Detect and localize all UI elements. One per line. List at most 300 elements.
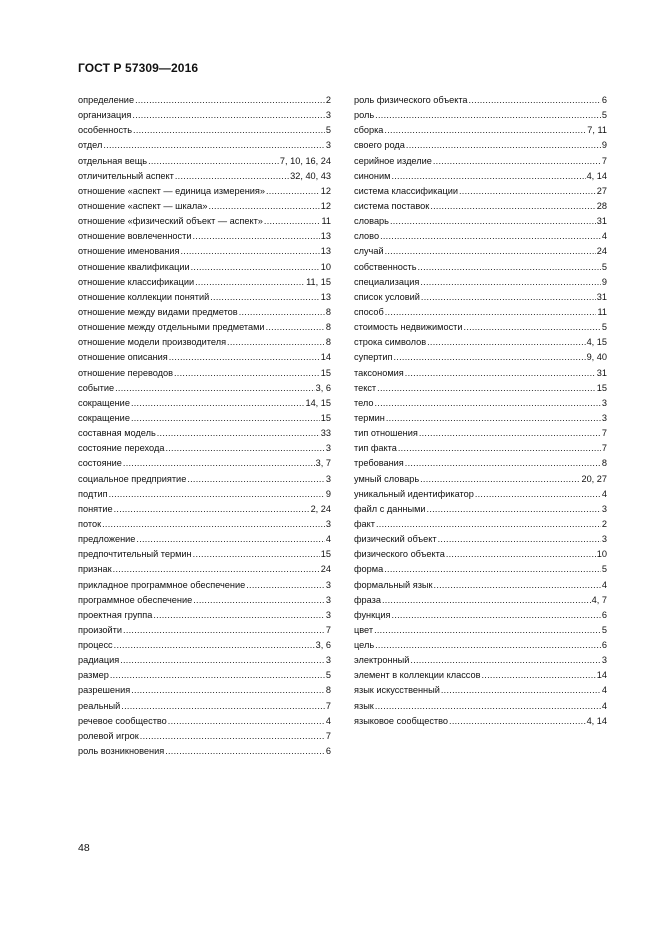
index-entry: [78, 229, 331, 244]
index-entry: [78, 244, 331, 259]
index-pages: 27: [596, 185, 607, 196]
index-term: отношение именования: [78, 246, 180, 257]
dot-leader: [153, 608, 325, 623]
dot-leader: [165, 744, 325, 759]
dot-leader: [195, 275, 305, 290]
index-pages: 3: [325, 609, 331, 620]
index-pages: 7: [601, 443, 607, 454]
dot-leader: [438, 532, 601, 547]
index-entry: [78, 683, 331, 698]
index-entry: [78, 623, 331, 638]
index-entry: [78, 578, 331, 593]
index-term: составная модель: [78, 428, 156, 439]
index-term: термин: [354, 412, 385, 423]
index-term: строка символов: [354, 337, 427, 348]
index-term: функция: [354, 609, 391, 620]
dot-leader: [406, 138, 601, 153]
index-entry: [354, 426, 607, 441]
index-pages: 13: [320, 246, 331, 257]
dot-leader: [175, 169, 289, 184]
index-pages: 3: [325, 655, 331, 666]
index-pages: 3: [325, 110, 331, 121]
index-pages: 7, 10, 16, 24: [279, 155, 331, 166]
index-pages: 4: [601, 579, 607, 590]
index-entry: [354, 532, 607, 547]
index-pages: 5: [601, 322, 607, 333]
index-term: проектная группа: [78, 609, 153, 620]
index-entry: [354, 502, 607, 517]
index-term: электронный: [354, 655, 410, 666]
index-term: размер: [78, 670, 109, 681]
dot-leader: [192, 229, 319, 244]
index-term: язык: [354, 700, 374, 711]
index-pages: 32, 40, 43: [290, 170, 331, 181]
index-pages: 31: [596, 367, 607, 378]
dot-leader: [264, 214, 321, 229]
dot-leader: [113, 562, 320, 577]
index-term: отношение коллекции понятий: [78, 291, 210, 302]
dot-leader: [131, 411, 320, 426]
index-term: серийное изделие: [354, 155, 432, 166]
index-term: социальное предприятие: [78, 473, 187, 484]
dot-leader: [227, 335, 325, 350]
dot-leader: [392, 608, 601, 623]
index-entry: [354, 396, 607, 411]
index-pages: 5: [601, 110, 607, 121]
dot-leader: [148, 154, 279, 169]
dot-leader: [420, 275, 601, 290]
dot-leader: [174, 366, 320, 381]
index-pages: 14: [596, 670, 607, 681]
index-term: синоним: [354, 170, 391, 181]
index-entry: [78, 729, 331, 744]
index-entry: [354, 154, 607, 169]
index-term: физического объекта: [354, 549, 445, 560]
index-pages: 8: [325, 322, 331, 333]
index-entry: [78, 472, 331, 487]
index-term: организация: [78, 110, 132, 121]
dot-leader: [374, 623, 601, 638]
index-entry: [78, 214, 331, 229]
dot-leader: [418, 260, 601, 275]
index-pages: 7: [325, 624, 331, 635]
index-pages: 10: [320, 261, 331, 272]
index-term: роль физического объекта: [354, 95, 468, 105]
index-term: стоимость недвижимости: [354, 322, 463, 333]
dot-leader: [385, 305, 597, 320]
index-entry: [78, 350, 331, 365]
index-pages: 11: [597, 306, 607, 317]
dot-leader: [434, 578, 601, 593]
index-term: физический объект: [354, 534, 437, 545]
dot-leader: [469, 93, 601, 108]
dot-leader: [374, 396, 600, 411]
index-pages: 3: [325, 473, 331, 484]
dot-leader: [140, 729, 325, 744]
index-pages: 15: [320, 549, 331, 560]
index-entry: [78, 562, 331, 577]
index-term: событие: [78, 382, 115, 393]
index-pages: 3: [601, 534, 607, 545]
dot-leader: [157, 426, 320, 441]
index-entry: [354, 608, 607, 623]
index-entry: [354, 381, 607, 396]
index-term: умный словарь: [354, 473, 420, 484]
index-pages: 7, 11: [587, 125, 607, 136]
index-term: сборка: [354, 125, 384, 136]
index-pages: 9: [601, 276, 607, 287]
dot-leader: [390, 214, 596, 229]
index-term: определение: [78, 95, 135, 105]
index-pages: 7: [601, 155, 607, 166]
index-pages: 3: [325, 594, 331, 605]
index-term: отдел: [78, 140, 103, 151]
index-pages: 4, 15: [586, 337, 607, 348]
index-entry: [78, 547, 331, 562]
index-pages: 15: [596, 382, 607, 393]
index-term: речевое сообщество: [78, 715, 167, 726]
index-pages: 3, 7: [315, 458, 331, 469]
dot-leader: [123, 623, 325, 638]
index-term: элемент в коллекции классов: [354, 670, 481, 681]
index-entry: [78, 93, 331, 108]
index-term: тело: [354, 397, 374, 408]
dot-leader: [421, 290, 596, 305]
document-header: ГОСТ Р 57309—2016: [78, 61, 199, 75]
index-term: отношение описания: [78, 352, 168, 363]
dot-leader: [449, 714, 586, 729]
index-entry: [78, 396, 331, 411]
index-pages: 3: [325, 140, 331, 151]
index-entry: [354, 93, 607, 108]
index-pages: 3: [601, 655, 607, 666]
index-pages: 8: [325, 685, 331, 696]
index-pages: 4, 14: [586, 170, 607, 181]
index-term: форма: [354, 564, 384, 575]
index-term: признак: [78, 564, 112, 575]
index-entry: [354, 487, 607, 502]
index-pages: 12: [320, 185, 331, 196]
index-term: отношение модели производителя: [78, 337, 227, 348]
dot-leader: [375, 699, 601, 714]
index-term: отношение «аспект — единица измерения»: [78, 185, 265, 196]
dot-leader: [180, 244, 319, 259]
index-pages: 11: [321, 216, 331, 227]
index-term: отличительный аспект: [78, 170, 174, 181]
index-pages: 9: [601, 140, 607, 151]
dot-leader: [427, 335, 585, 350]
index-term: фраза: [354, 594, 381, 605]
index-entry: [78, 532, 331, 547]
dot-leader: [120, 653, 325, 668]
dot-leader: [133, 123, 325, 138]
index-entry: [354, 138, 607, 153]
index-entry: [78, 335, 331, 350]
index-entry: [78, 154, 331, 169]
index-entry: [354, 517, 607, 532]
dot-leader: [377, 381, 596, 396]
index-term: требования: [354, 458, 404, 469]
index-term: отношение классификации: [78, 276, 195, 287]
index-pages: 3: [325, 443, 331, 454]
index-term: уникальный идентификатор: [354, 488, 474, 499]
dot-leader: [168, 714, 325, 729]
index-pages: 3: [601, 503, 607, 514]
index-term: словарь: [354, 216, 389, 227]
index-pages: 4: [601, 700, 607, 711]
index-entry: [354, 305, 607, 320]
index-entry: [354, 350, 607, 365]
index-pages: 4: [601, 231, 607, 242]
index-term: система поставок: [354, 200, 430, 211]
index-pages: 4, 14: [586, 715, 607, 726]
index-pages: 3: [325, 579, 331, 590]
index-entry: [354, 214, 607, 229]
index-pages: 5: [325, 125, 331, 136]
dot-leader: [132, 108, 324, 123]
index-pages: 9, 40: [586, 352, 607, 363]
index-pages: 7: [325, 730, 331, 741]
dot-leader: [380, 229, 601, 244]
index-pages: 31: [596, 216, 607, 227]
index-term: состояние перехода: [78, 443, 165, 454]
dot-leader: [114, 638, 315, 653]
dot-leader: [384, 562, 601, 577]
index-term: поток: [78, 518, 102, 529]
dot-leader: [446, 547, 596, 562]
index-entry: [354, 169, 607, 184]
index-term: произойти: [78, 624, 123, 635]
index-pages: 33: [320, 428, 331, 439]
index-pages: 14, 15: [305, 397, 331, 408]
dot-leader: [405, 366, 596, 381]
dot-leader: [394, 350, 586, 365]
dot-leader: [165, 441, 324, 456]
index-term: особенность: [78, 125, 133, 136]
index-pages: 8: [601, 458, 607, 469]
dot-leader: [266, 184, 320, 199]
index-term: отношение квалификации: [78, 261, 190, 272]
index-entry: [354, 229, 607, 244]
index-pages: 20, 27: [581, 473, 607, 484]
dot-leader: [169, 350, 320, 365]
dot-leader: [419, 426, 601, 441]
dot-leader: [382, 593, 591, 608]
index-entry: [354, 411, 607, 426]
index-entry: [354, 123, 607, 138]
dot-leader: [103, 138, 325, 153]
index-term: список условий: [354, 291, 420, 302]
index-term: формальный язык: [354, 579, 433, 590]
index-entry: [354, 472, 607, 487]
dot-leader: [430, 199, 595, 214]
index-entry: [354, 320, 607, 335]
index-term: ролевой игрок: [78, 730, 139, 741]
index-term: способ: [354, 306, 384, 317]
index-entry: [354, 456, 607, 471]
index-entry: [78, 668, 331, 683]
index-term: цвет: [354, 624, 374, 635]
index-entry: [78, 305, 331, 320]
index-pages: 12: [320, 200, 331, 211]
index-term: отношение между видами предметов: [78, 306, 238, 317]
dot-leader: [385, 244, 596, 259]
dot-leader: [384, 123, 586, 138]
index-term: предпочтительный термин: [78, 549, 192, 560]
dot-leader: [386, 411, 601, 426]
dot-leader: [405, 456, 601, 471]
index-term: роль возникновения: [78, 746, 165, 757]
dot-leader: [464, 320, 601, 335]
dot-leader: [136, 532, 324, 547]
index-pages: 6: [601, 95, 607, 105]
dot-leader: [210, 290, 320, 305]
index-pages: 4: [601, 488, 607, 499]
index-entry: [354, 623, 607, 638]
dot-leader: [187, 472, 325, 487]
dot-leader: [114, 502, 310, 517]
index-term: тип отношения: [354, 428, 418, 439]
index-entry: [354, 275, 607, 290]
index-pages: 15: [320, 412, 331, 423]
index-term: текст: [354, 382, 377, 393]
index-entry: [354, 578, 607, 593]
index-pages: 8: [325, 306, 331, 317]
dot-leader: [109, 487, 325, 502]
index-term: система классификации: [354, 185, 458, 196]
index-pages: 13: [320, 291, 331, 302]
dot-leader: [191, 260, 320, 275]
dot-leader: [433, 154, 601, 169]
dot-leader: [246, 578, 325, 593]
index-term: понятие: [78, 503, 113, 514]
index-pages: 28: [596, 200, 607, 211]
dot-leader: [441, 683, 601, 698]
index-pages: 24: [596, 246, 607, 257]
index-term: роль: [354, 110, 375, 121]
index-term: файл с данными: [354, 503, 426, 514]
dot-leader: [459, 184, 596, 199]
index-term: реальный: [78, 700, 121, 711]
dot-leader: [266, 320, 325, 335]
index-entry: [78, 381, 331, 396]
index-term: радиация: [78, 655, 120, 666]
dot-leader: [193, 593, 325, 608]
index-entry: [78, 123, 331, 138]
index-term: сокращение: [78, 412, 130, 423]
index-term: собственность: [354, 261, 417, 272]
index-term: состояние: [78, 458, 122, 469]
index-entry: [78, 411, 331, 426]
index-entry: [78, 593, 331, 608]
index-entry: [78, 366, 331, 381]
dot-leader: [123, 456, 315, 471]
index-term: случай: [354, 246, 384, 257]
index-term: отдельная вещь: [78, 155, 148, 166]
index-pages: 11, 15: [306, 276, 331, 287]
index-term: подтип: [78, 488, 108, 499]
index-term: предложение: [78, 534, 136, 545]
index-pages: 4: [601, 685, 607, 696]
index-term: специализация: [354, 276, 420, 287]
index-pages: 4: [325, 534, 331, 545]
dot-leader: [420, 472, 580, 487]
index-entry: [78, 502, 331, 517]
index-pages: 6: [601, 640, 607, 651]
index-entry: [354, 199, 607, 214]
dot-leader: [131, 396, 305, 411]
index-term: отношение «аспект — шкала»: [78, 200, 208, 211]
index-entry: [354, 184, 607, 199]
index-entry: [354, 290, 607, 305]
page-number: 48: [78, 842, 90, 854]
index-entry: [78, 699, 331, 714]
index-entry: [354, 668, 607, 683]
dot-leader: [121, 699, 325, 714]
index-pages: 2: [601, 518, 607, 529]
index-entry: [354, 593, 607, 608]
index-entry: [78, 320, 331, 335]
dot-leader: [193, 547, 320, 562]
index-pages: 2, 24: [310, 503, 331, 514]
index-pages: 7: [601, 428, 607, 439]
index-pages: 3: [601, 397, 607, 408]
index-entry: [78, 199, 331, 214]
index-term: таксономия: [354, 367, 404, 378]
index-pages: 5: [601, 261, 607, 272]
index-pages: 4: [325, 715, 331, 726]
index-pages: 7: [325, 700, 331, 711]
dot-leader: [208, 199, 319, 214]
index-term: языковое сообщество: [354, 715, 449, 726]
index-entry: [78, 260, 331, 275]
index-term: супертип: [354, 352, 393, 363]
index-entry: [354, 683, 607, 698]
index-entry: [354, 653, 607, 668]
index-entry: [354, 366, 607, 381]
index-pages: 13: [320, 231, 331, 242]
dot-leader: [482, 668, 596, 683]
index-pages: 6: [601, 609, 607, 620]
index-entry: [78, 290, 331, 305]
index-entry: [354, 714, 607, 729]
index-column-right: [354, 93, 607, 729]
dot-leader: [115, 381, 315, 396]
index-term: факт: [354, 518, 375, 529]
index-term: цель: [354, 640, 375, 651]
index-entry: [78, 638, 331, 653]
index-entry: [78, 138, 331, 153]
index-pages: 6: [325, 746, 331, 757]
index-term: язык искусственный: [354, 685, 440, 696]
dot-leader: [239, 305, 325, 320]
index-term: тип факта: [354, 443, 397, 454]
index-pages: 15: [320, 367, 331, 378]
index-entry: [78, 608, 331, 623]
index-pages: 4, 7: [591, 594, 607, 605]
dot-leader: [135, 93, 325, 108]
index-entry: [354, 244, 607, 259]
index-term: отношение переводов: [78, 367, 173, 378]
dot-leader: [391, 169, 585, 184]
index-pages: 24: [320, 564, 331, 575]
index-pages: 3, 6: [315, 382, 331, 393]
index-entry: [354, 335, 607, 350]
index-entry: [78, 108, 331, 123]
dot-leader: [398, 441, 601, 456]
index-entry: [78, 426, 331, 441]
index-pages: 8: [325, 337, 331, 348]
